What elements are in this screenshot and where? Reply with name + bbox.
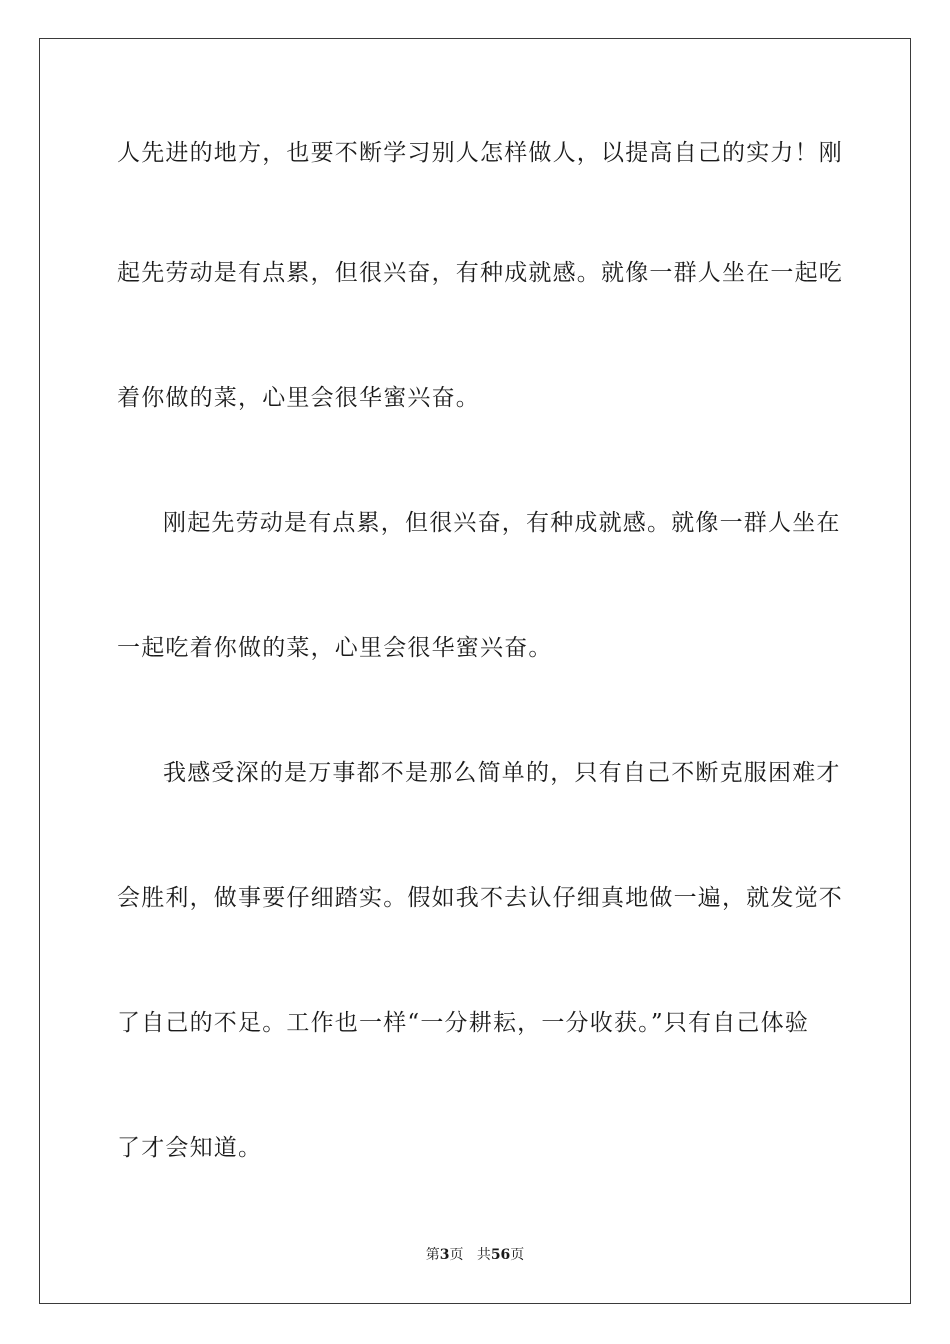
total-suffix: 页 (510, 1247, 525, 1263)
paragraph-3-line-2: 会胜利，做事要仔细踏实。假如我不去认仔细真地做一遍，就发觉不 (117, 885, 843, 911)
page-suffix: 页 (449, 1247, 464, 1263)
text-line-3: 着你做的菜，心里会很华蜜兴奋。 (117, 385, 480, 411)
paragraph-2-line-1: 刚起先劳动是有点累，但很兴奋，有种成就感。就像一群人坐在 (163, 510, 841, 536)
total-pages-number: 56 (490, 1247, 511, 1263)
page-footer (0, 1246, 950, 1264)
paragraph-3-line-3: 了自己的不足。工作也一样“一分耕耘，一分收获。”只有自己体验 (117, 1010, 810, 1036)
paragraph-3-line-1: 我感受深的是万事都不是那么简单的，只有自己不断克服困难才 (163, 760, 841, 786)
paragraph-2-line-2: 一起吃着你做的菜，心里会很华蜜兴奋。 (117, 635, 553, 661)
page-prefix: 第 (425, 1247, 440, 1263)
paragraph-3-line-4: 了才会知道。 (117, 1135, 263, 1161)
text-line-2: 起先劳动是有点累，但很兴奋，有种成就感。就像一群人坐在一起吃 (117, 260, 843, 286)
text-line-1: 人先进的地方，也要不断学习别人怎样做人，以提高自己的实力！刚 (117, 140, 843, 166)
total-prefix: 共 (476, 1247, 491, 1263)
current-page-number: 3 (439, 1247, 450, 1263)
page-border (39, 38, 911, 1304)
